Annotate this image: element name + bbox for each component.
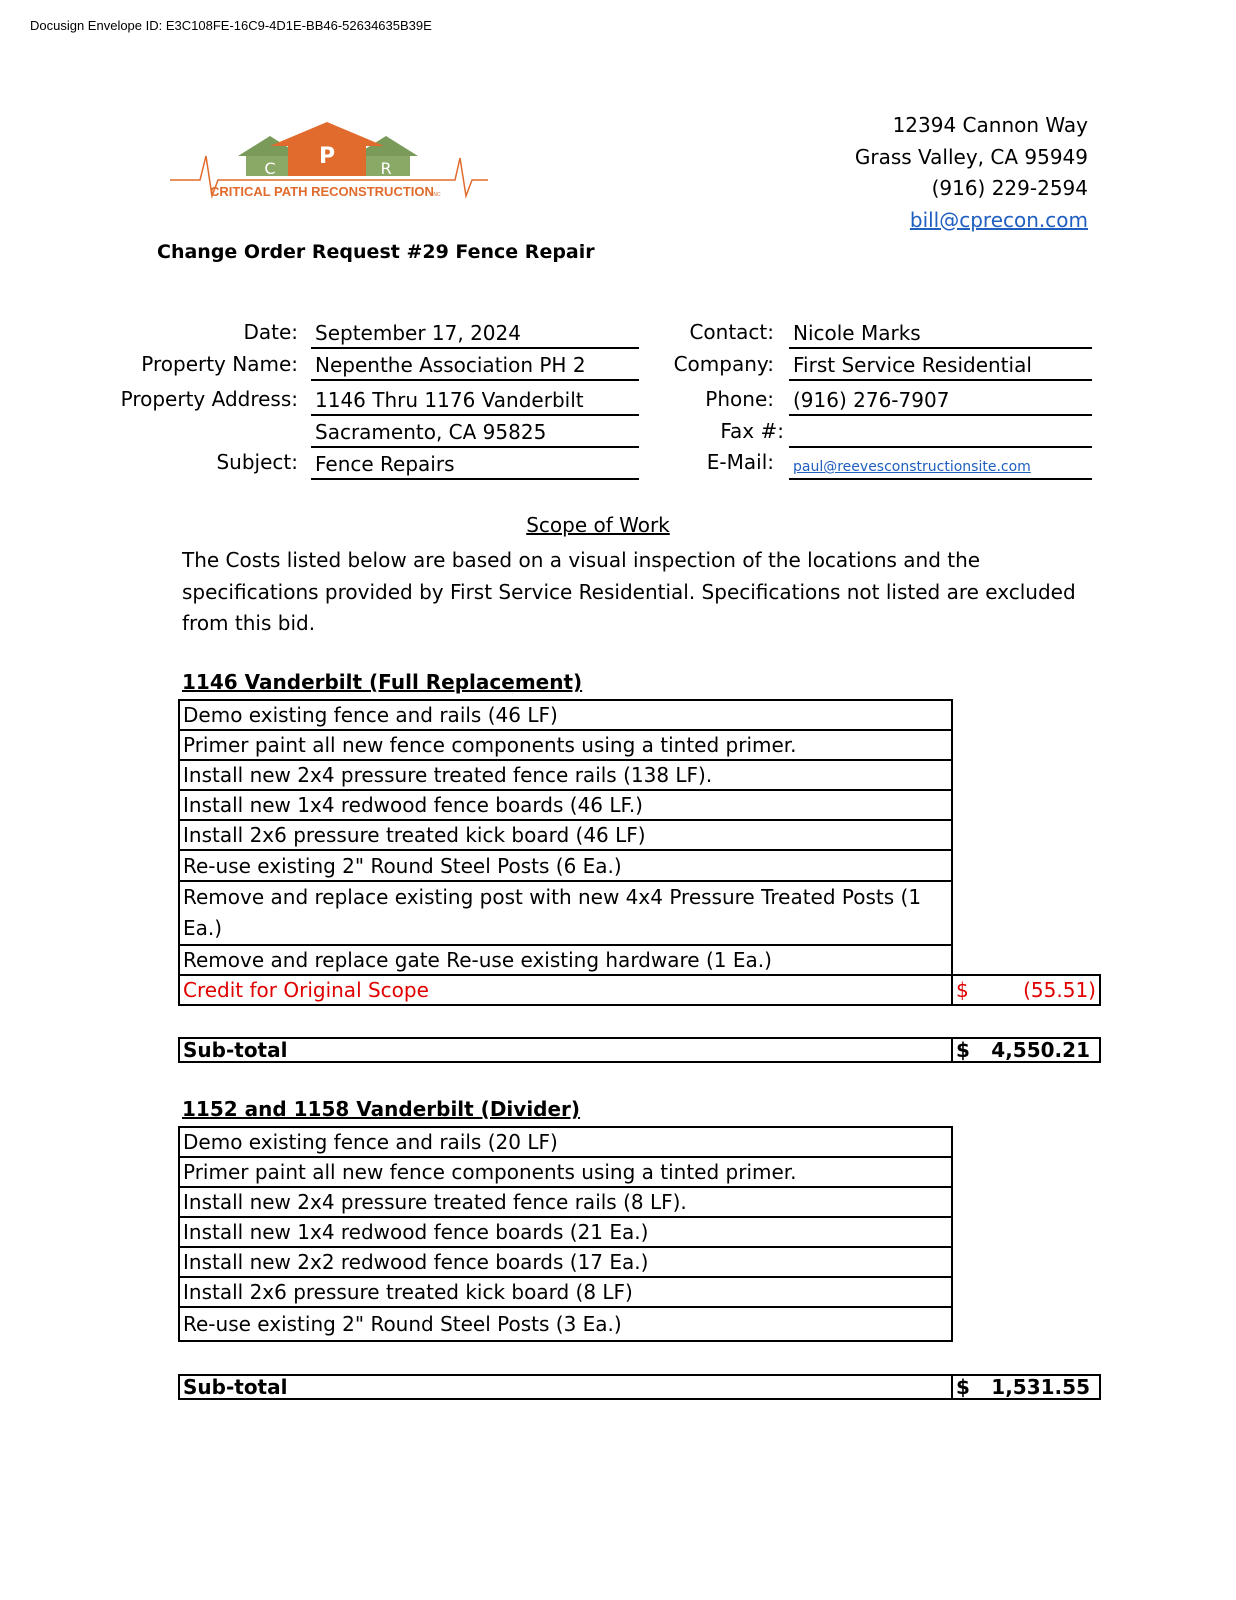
scope-heading: Scope of Work bbox=[526, 513, 670, 537]
item-cell: Install new 2x4 pressure treated fence rails (8 LF). bbox=[179, 1187, 952, 1217]
table-row bbox=[179, 1217, 952, 1247]
phone-label: Phone: bbox=[705, 387, 774, 411]
subject-label: Subject: bbox=[216, 450, 298, 474]
table-row bbox=[179, 850, 1100, 881]
svg-text:C: C bbox=[264, 159, 276, 178]
envelope-id: Docusign Envelope ID: E3C108FE-16C9-4D1E-BB46-52634635B39E bbox=[30, 18, 432, 33]
subtotal-amount bbox=[952, 1038, 1100, 1062]
property-name-label: Property Name: bbox=[141, 352, 298, 376]
table-row bbox=[179, 1247, 952, 1277]
section2-title: 1152 and 1158 Vanderbilt (Divider) bbox=[182, 1097, 581, 1121]
subtotal-label: Sub-total bbox=[179, 1038, 952, 1062]
company-value: First Service Residential bbox=[789, 350, 1092, 381]
credit-label: Credit for Original Scope bbox=[179, 975, 952, 1005]
item-cell: Install new 2x4 pressure treated fence rails (138 LF). bbox=[179, 760, 952, 790]
svg-text:CRITICAL PATH RECONSTRUCTION: CRITICAL PATH RECONSTRUCTION bbox=[210, 184, 434, 199]
credit-value: (55.51) bbox=[1023, 978, 1096, 1002]
section1-title: 1146 Vanderbilt (Full Replacement) bbox=[182, 670, 583, 694]
subtotal-value: 4,550.21 bbox=[991, 1038, 1090, 1062]
table-row bbox=[179, 945, 1100, 975]
item-cell: Install 2x6 pressure treated kick board (46 LF) bbox=[179, 820, 952, 850]
svg-text:R: R bbox=[380, 159, 392, 178]
table-row bbox=[179, 730, 1100, 760]
item-cell: Install new 1x4 redwood fence boards (46 LF.) bbox=[179, 790, 952, 820]
item-cell: Demo existing fence and rails (46 LF) bbox=[179, 700, 952, 730]
fax-value bbox=[789, 417, 1092, 448]
item-cell: Remove and replace gate Re-use existing hardware (1 Ea.) bbox=[179, 945, 952, 975]
company-logo bbox=[170, 118, 490, 208]
date-value: September 17, 2024 bbox=[311, 318, 639, 349]
table-row bbox=[179, 1307, 952, 1341]
table-row bbox=[179, 700, 1100, 730]
item-cell: Remove and replace existing post with new 4x4 Pressure Treated Posts (1 Ea.) bbox=[179, 881, 952, 945]
company-street: 12394 Cannon Way bbox=[892, 113, 1088, 137]
fax-label: Fax #: bbox=[720, 419, 784, 443]
credit-currency: $ bbox=[956, 978, 969, 1002]
subject-value: Fence Repairs bbox=[311, 449, 639, 480]
property-address-line2: Sacramento, CA 95825 bbox=[311, 417, 639, 448]
credit-amount bbox=[952, 975, 1100, 1005]
date-label: Date: bbox=[243, 320, 298, 344]
subtotal-currency: $ bbox=[956, 1038, 970, 1062]
section1-subtotal bbox=[178, 1037, 1101, 1063]
item-cell: Primer paint all new fence components using a tinted primer. bbox=[179, 1157, 952, 1187]
table-row bbox=[179, 1157, 952, 1187]
item-cell: Install new 2x2 redwood fence boards (17 Ea.) bbox=[179, 1247, 952, 1277]
subtotal-currency: $ bbox=[956, 1375, 970, 1399]
email-label: E-Mail: bbox=[706, 450, 774, 474]
table-row bbox=[179, 820, 1100, 850]
company-city: Grass Valley, CA 95949 bbox=[854, 144, 1088, 169]
item-cell: Re-use existing 2" Round Steel Posts (3 Ea.) bbox=[179, 1307, 952, 1341]
svg-text:INC: INC bbox=[432, 192, 441, 198]
item-cell: Demo existing fence and rails (20 LF) bbox=[179, 1127, 952, 1157]
section2-items-table bbox=[178, 1126, 953, 1342]
table-row bbox=[179, 1277, 952, 1307]
section2-subtotal bbox=[178, 1374, 1101, 1400]
contact-value: Nicole Marks bbox=[789, 318, 1092, 349]
scope-text: The Costs listed below are based on a visual inspection of the locations and the specifications provided by First Service Residential. Specifications not listed are excluded from this bid. bbox=[182, 548, 1076, 635]
phone-value: (916) 276-7907 bbox=[789, 385, 1092, 416]
company-label: Company: bbox=[673, 352, 774, 376]
subtotal-value: 1,531.55 bbox=[991, 1375, 1090, 1399]
item-cell: Install new 1x4 redwood fence boards (21 Ea.) bbox=[179, 1217, 952, 1247]
table-row bbox=[179, 790, 1100, 820]
property-address-label: Property Address: bbox=[120, 387, 298, 411]
subtotal-row bbox=[179, 1038, 1100, 1062]
company-email-link[interactable]: bill@cprecon.com bbox=[909, 207, 1088, 232]
section1-items-table bbox=[178, 699, 1101, 1006]
table-row bbox=[179, 1187, 952, 1217]
subtotal-label: Sub-total bbox=[179, 1375, 952, 1399]
svg-text:P: P bbox=[318, 144, 336, 169]
subtotal-amount bbox=[952, 1375, 1100, 1399]
document-title: Change Order Request #29 Fence Repair bbox=[157, 241, 595, 263]
item-cell: Re-use existing 2" Round Steel Posts (6 Ea.) bbox=[179, 850, 952, 881]
item-cell: Primer paint all new fence components using a tinted primer. bbox=[179, 730, 952, 760]
company-address bbox=[855, 110, 1088, 236]
subtotal-row bbox=[179, 1375, 1100, 1399]
company-phone: (916) 229-2594 bbox=[931, 176, 1088, 200]
contact-label: Contact: bbox=[689, 320, 774, 344]
table-row bbox=[179, 760, 1100, 790]
item-cell: Install 2x6 pressure treated kick board (8 LF) bbox=[179, 1277, 952, 1307]
table-row bbox=[179, 1127, 952, 1157]
property-address-line1: 1146 Thru 1176 Vanderbilt bbox=[311, 385, 639, 416]
property-name-value: Nepenthe Association PH 2 bbox=[311, 350, 639, 381]
table-row bbox=[179, 881, 1100, 945]
email-link[interactable]: paul@reevesconstructionsite.com bbox=[789, 449, 1092, 480]
credit-row bbox=[179, 975, 1100, 1005]
